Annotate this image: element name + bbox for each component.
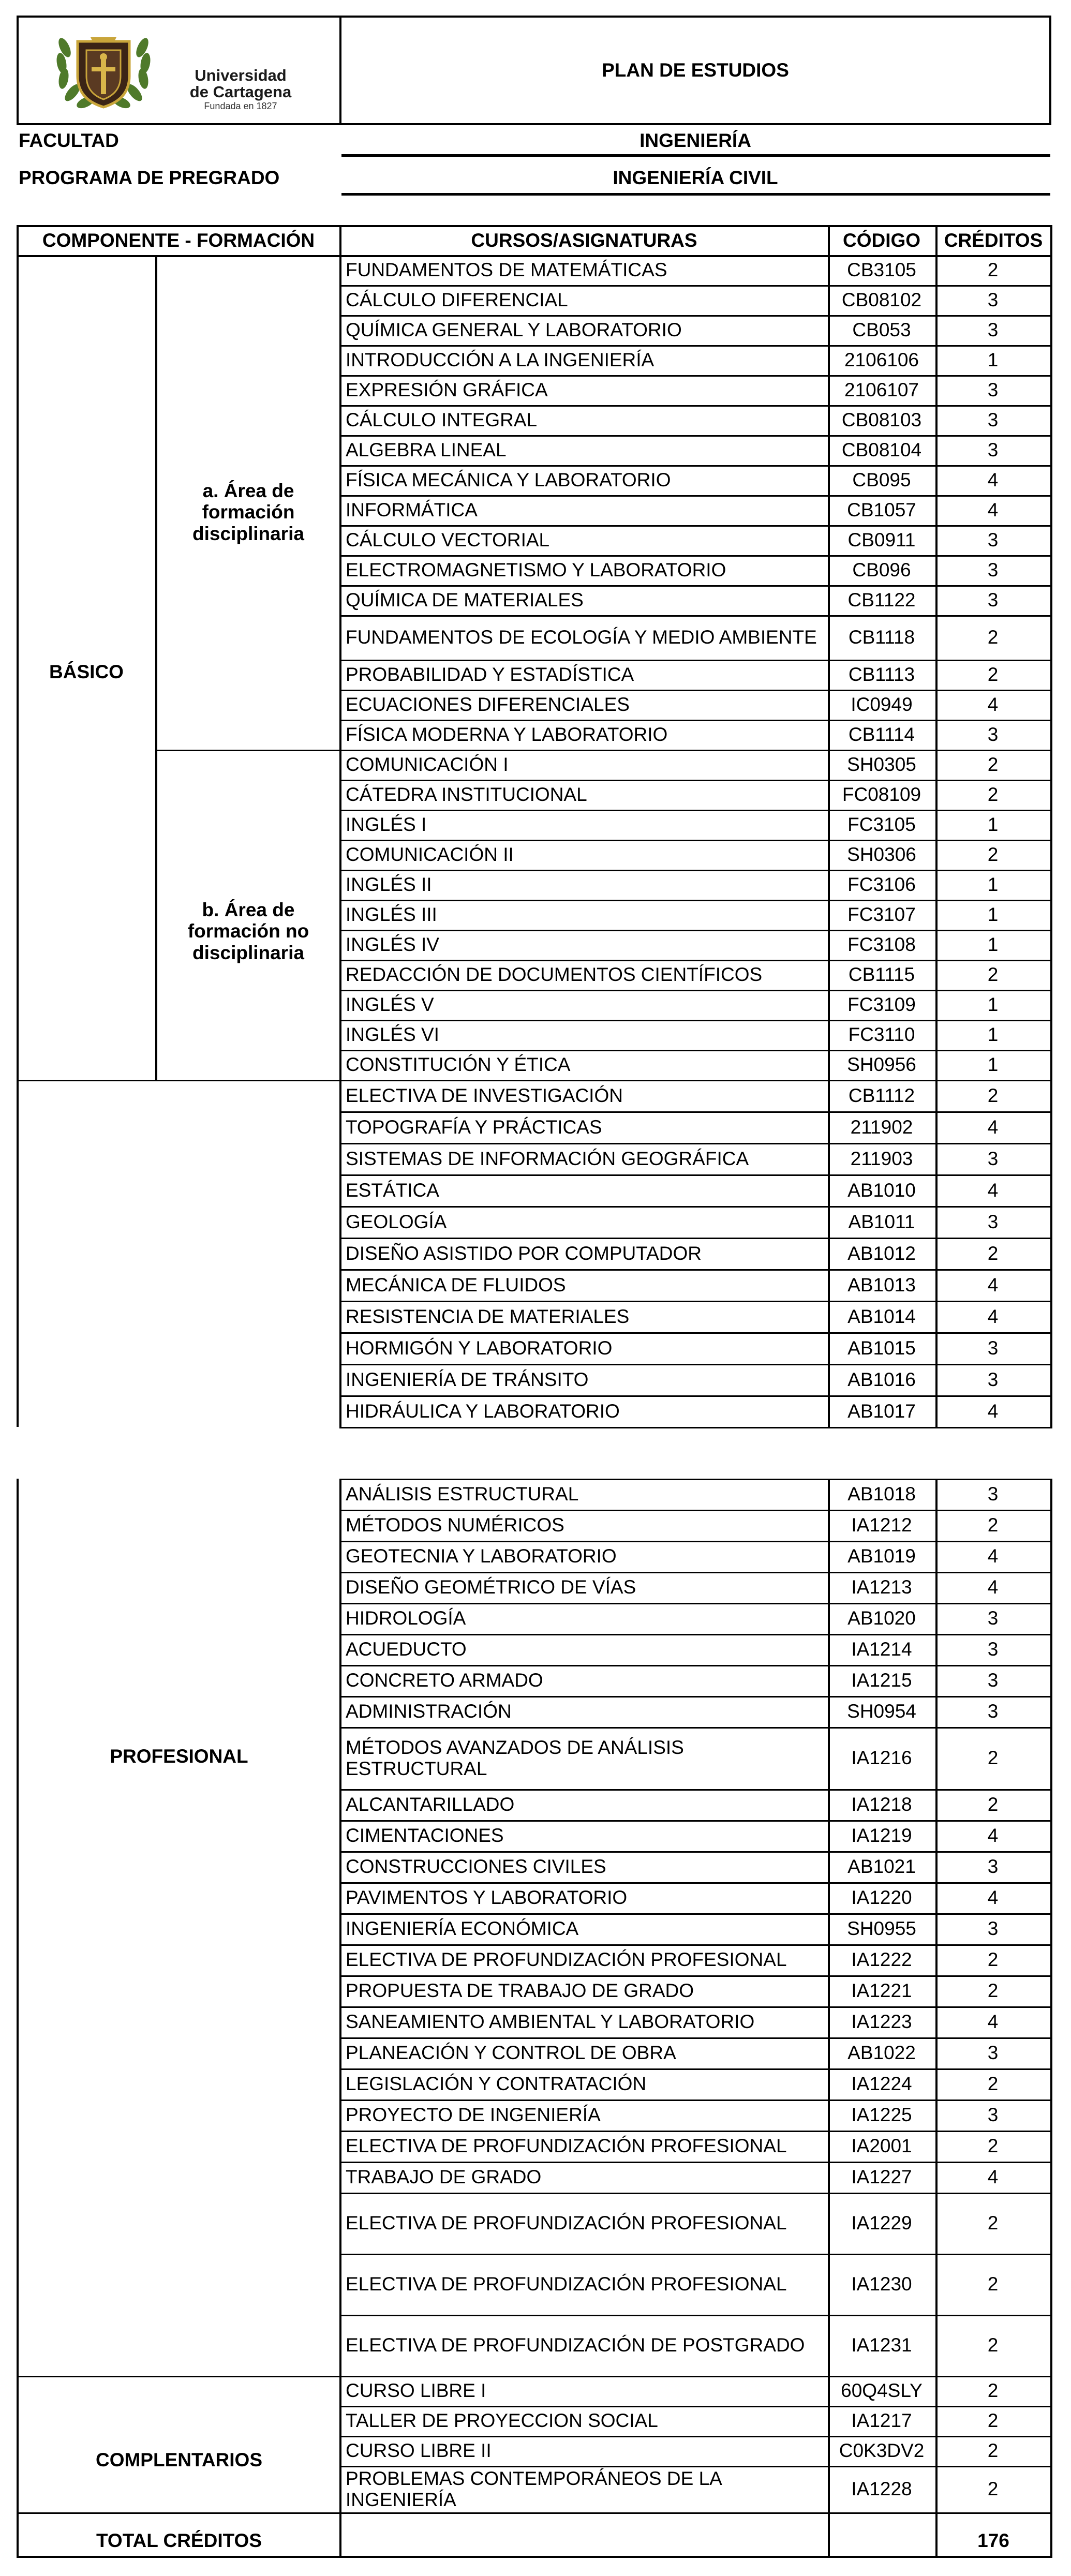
program-label: PROGRAMA DE PREGRADO [19, 167, 280, 189]
course-name: PLANEACIÓN Y CONTROL DE OBRA [346, 2042, 676, 2064]
course-name: EXPRESIÓN GRÁFICA [346, 379, 548, 401]
course-code: C0K3DV2 [839, 2440, 925, 2462]
course-name: COMUNICACIÓN II [346, 844, 514, 866]
course-name: ELECTROMAGNETISMO Y LABORATORIO [346, 559, 726, 581]
university-name-line1: Universidad [195, 66, 287, 84]
course-credits: 2 [987, 2135, 999, 2157]
course-credits: 3 [987, 1856, 999, 1878]
course-credits: 3 [987, 529, 999, 551]
course-credits: 4 [987, 2011, 999, 2033]
course-name: TRABAJO DE GRADO [346, 2166, 542, 2188]
course-code: CB1112 [848, 1084, 915, 1106]
course-credits: 2 [987, 1794, 999, 1815]
course-credits: 3 [987, 1670, 999, 1691]
course-name: INGLÉS III [346, 904, 437, 926]
course-credits: 4 [987, 1887, 999, 1909]
course-credits: 3 [987, 559, 999, 581]
course-credits: 1 [987, 874, 999, 896]
course-name: CIMENTACIONES [346, 1825, 504, 1847]
course-name: INGLÉS IV [346, 934, 439, 956]
course-code: FC3108 [847, 934, 916, 956]
course-credits: 3 [987, 1918, 999, 1940]
course-code: FC3106 [847, 874, 916, 896]
course-name: SANEAMIENTO AMBIENTAL Y LABORATORIO [346, 2011, 755, 2033]
course-credits: 1 [987, 814, 999, 836]
course-name: INGLÉS VI [346, 1024, 439, 1046]
course-credits: 2 [987, 1980, 999, 2002]
course-name: MÉTODOS NUMÉRICOS [346, 1514, 564, 1536]
course-credits: 4 [987, 1825, 999, 1847]
course-code: AB1020 [847, 1607, 916, 1629]
course-code: FC08109 [842, 784, 921, 806]
course-code: IA1215 [851, 1670, 912, 1691]
course-code: IA2001 [851, 2135, 912, 2157]
course-code: IA1229 [851, 2212, 912, 2234]
course-code: AB1013 [847, 1274, 916, 1296]
course-name: INGLÉS I [346, 814, 427, 836]
course-credits: 3 [987, 409, 999, 431]
course-credits: 4 [987, 1116, 999, 1138]
group-complementarios: COMPLENTARIOS [95, 2449, 263, 2471]
course-credits: 3 [987, 289, 999, 311]
course-name: FÍSICA MECÁNICA Y LABORATORIO [346, 469, 671, 491]
course-code: AB1016 [847, 1368, 916, 1390]
course-credits: 3 [987, 1639, 999, 1660]
course-name: ANÁLISIS ESTRUCTURAL [346, 1483, 579, 1505]
course-credits: 2 [987, 2440, 999, 2462]
course-code: CB1118 [848, 627, 915, 648]
course-name: CONSTITUCIÓN Y ÉTICA [346, 1054, 571, 1076]
group-basico: BÁSICO [49, 661, 124, 683]
course-credits: 2 [987, 1242, 999, 1264]
course-name: CÁLCULO VECTORIAL [346, 529, 550, 551]
course-credits: 4 [987, 1305, 999, 1327]
course-credits: 2 [987, 2478, 999, 2500]
course-code: CB1113 [848, 664, 915, 686]
course-credits: 3 [987, 2042, 999, 2064]
course-name: ALCANTARILLADO [346, 1794, 515, 1815]
course-credits: 2 [987, 2273, 999, 2295]
course-name: CONSTRUCCIONES CIVILES [346, 1856, 606, 1878]
course-name: INGENIERÍA ECONÓMICA [346, 1918, 579, 1940]
course-code: CB3105 [847, 259, 916, 281]
total-value: 176 [977, 2530, 1009, 2552]
course-credits: 4 [987, 694, 999, 716]
course-name: FUNDAMENTOS DE ECOLOGÍA Y MEDIO AMBIENTE [346, 627, 817, 648]
course-name: DISEÑO GEOMÉTRICO DE VÍAS [346, 1576, 636, 1598]
course-code: 2106106 [844, 349, 919, 371]
course-name: PROYECTO DE INGENIERÍA [346, 2104, 601, 2126]
course-code: AB1014 [847, 1305, 916, 1327]
group-profesional: PROFESIONAL [110, 1746, 248, 1767]
course-name: SISTEMAS DE INFORMACIÓN GEOGRÁFICA [346, 1148, 749, 1169]
course-credits: 3 [987, 439, 999, 461]
course-name: HORMIGÓN Y LABORATORIO [346, 1337, 613, 1359]
course-credits: 4 [987, 499, 999, 521]
course-credits: 2 [987, 1514, 999, 1536]
course-credits: 3 [987, 1337, 999, 1359]
course-credits: 3 [987, 379, 999, 401]
course-code: 211902 [850, 1116, 913, 1138]
course-credits: 2 [987, 2334, 999, 2356]
course-credits: 4 [987, 1400, 999, 1422]
course-name: ALGEBRA LINEAL [346, 439, 507, 461]
course-code: CB0911 [847, 529, 916, 551]
course-credits: 1 [987, 904, 999, 926]
course-code: IA1219 [851, 1825, 912, 1847]
course-name: ELECTIVA DE PROFUNDIZACIÓN DE POSTGRADO [346, 2334, 805, 2356]
faculty-value: INGENIERÍA [639, 130, 751, 152]
university-founded: Fundada en 1827 [204, 101, 277, 111]
course-name: ELECTIVA DE PROFUNDIZACIÓN PROFESIONAL [346, 1949, 787, 1971]
course-code: IA1222 [851, 1949, 912, 1971]
course-code: IA1230 [851, 2273, 912, 2295]
course-name: ACUEDUCTO [346, 1639, 467, 1660]
course-code: AB1022 [847, 2042, 916, 2064]
course-code: CB08103 [841, 409, 922, 431]
course-credits: 1 [987, 349, 999, 371]
course-code: 211903 [850, 1148, 913, 1169]
course-name: MÉTODOS AVANZADOS DE ANÁLISIS ESTRUCTURAL [346, 1736, 684, 1779]
course-name: ECUACIONES DIFERENCIALES [346, 694, 630, 716]
course-code: FC3110 [848, 1024, 915, 1046]
course-code: CB1114 [848, 724, 915, 746]
course-credits: 3 [987, 1211, 999, 1232]
course-name: CÁTEDRA INSTITUCIONAL [346, 784, 587, 806]
course-credits: 1 [987, 1054, 999, 1076]
course-code: AB1019 [847, 1545, 916, 1567]
course-credits: 3 [987, 1607, 999, 1629]
course-name: INTRODUCCIÓN A LA INGENIERÍA [346, 349, 654, 371]
course-name: CURSO LIBRE I [346, 2380, 486, 2402]
course-name: FÍSICA MODERNA Y LABORATORIO [346, 724, 668, 746]
course-name: QUÍMICA DE MATERIALES [346, 589, 584, 611]
course-credits: 3 [987, 2104, 999, 2126]
faculty-label: FACULTAD [19, 130, 119, 152]
course-code: FC3109 [847, 994, 916, 1016]
course-credits: 2 [987, 844, 999, 866]
document-title: PLAN DE ESTUDIOS [602, 59, 789, 81]
course-credits: 2 [987, 784, 999, 806]
course-credits: 2 [987, 259, 999, 281]
course-credits: 4 [987, 1179, 999, 1201]
course-code: SH0954 [847, 1701, 916, 1722]
course-code: 2106107 [844, 379, 919, 401]
course-code: AB1018 [847, 1483, 916, 1505]
header-component: COMPONENTE - FORMACIÓN [42, 230, 315, 251]
course-code: SH0955 [847, 1918, 916, 1940]
course-name: QUÍMICA GENERAL Y LABORATORIO [346, 319, 682, 341]
course-credits: 2 [987, 664, 999, 686]
course-name: GEOTECNIA Y LABORATORIO [346, 1545, 617, 1567]
header-credits: CRÉDITOS [944, 230, 1043, 251]
course-name: RESISTENCIA DE MATERIALES [346, 1305, 630, 1327]
course-credits: 2 [987, 964, 999, 986]
course-code: AB1012 [847, 1242, 916, 1264]
course-name: TOPOGRAFÍA Y PRÁCTICAS [346, 1116, 602, 1138]
course-code: 60Q4SLY [841, 2380, 923, 2402]
group-area-a: a. Área de formación disciplinaria [192, 480, 304, 544]
course-code: AB1010 [847, 1179, 916, 1201]
course-code: CB096 [852, 559, 911, 581]
course-name: CONCRETO ARMADO [346, 1670, 543, 1691]
course-code: CB053 [852, 319, 911, 341]
course-code: IA1213 [851, 1576, 912, 1598]
course-name: TALLER DE PROYECCION SOCIAL [346, 2410, 658, 2432]
course-name: HIDRÁULICA Y LABORATORIO [346, 1400, 620, 1422]
course-credits: 1 [987, 994, 999, 1016]
course-credits: 2 [987, 627, 999, 648]
course-credits: 3 [987, 589, 999, 611]
course-credits: 3 [987, 1701, 999, 1722]
course-code: CB1057 [847, 499, 916, 521]
course-name: PAVIMENTOS Y LABORATORIO [346, 1887, 628, 1909]
course-credits: 1 [987, 934, 999, 956]
header-code: CÓDIGO [842, 230, 921, 251]
course-credits: 3 [987, 319, 999, 341]
course-code: AB1017 [847, 1400, 916, 1422]
course-credits: 2 [987, 754, 999, 776]
course-name: PROBABILIDAD Y ESTADÍSTICA [346, 664, 634, 686]
course-code: IA1212 [851, 1514, 912, 1536]
course-code: IA1225 [851, 2104, 912, 2126]
course-name: CÁLCULO INTEGRAL [346, 409, 538, 431]
course-code: IA1231 [851, 2334, 912, 2356]
course-code: CB1122 [847, 589, 916, 611]
course-credits: 3 [987, 1368, 999, 1390]
course-code: IA1220 [851, 1887, 912, 1909]
course-credits: 2 [987, 1084, 999, 1106]
course-code: IA1227 [851, 2166, 912, 2188]
course-code: CB1115 [848, 964, 915, 986]
course-credits: 4 [987, 469, 999, 491]
course-credits: 2 [987, 2410, 999, 2432]
course-code: AB1021 [847, 1856, 916, 1878]
course-name: ELECTIVA DE PROFUNDIZACIÓN PROFESIONAL [346, 2212, 787, 2234]
course-code: CB08104 [841, 439, 922, 461]
course-name: MECÁNICA DE FLUIDOS [346, 1274, 566, 1296]
header-courses: CURSOS/ASIGNATURAS [471, 230, 697, 251]
course-credits: 2 [987, 2073, 999, 2095]
course-code: IA1217 [851, 2410, 912, 2432]
course-credits: 4 [987, 1576, 999, 1598]
course-name: PROPUESTA DE TRABAJO DE GRADO [346, 1980, 694, 2002]
course-code: AB1011 [848, 1211, 915, 1232]
course-credits: 2 [987, 2212, 999, 2234]
course-credits: 1 [987, 1024, 999, 1046]
course-name: LEGISLACIÓN Y CONTRATACIÓN [346, 2073, 647, 2095]
course-code: IA1214 [851, 1639, 912, 1660]
course-code: IA1216 [851, 1747, 912, 1769]
course-code: SH0305 [847, 754, 916, 776]
university-name-line2: de Cartagena [189, 83, 292, 101]
course-name: ESTÁTICA [346, 1179, 439, 1201]
course-code: IA1221 [851, 1980, 912, 2002]
course-name: CÁLCULO DIFERENCIAL [346, 289, 568, 311]
course-code: CB08102 [841, 289, 922, 311]
course-credits: 3 [987, 1483, 999, 1505]
course-name: ELECTIVA DE INVESTIGACIÓN [346, 1084, 623, 1106]
course-credits: 2 [987, 2380, 999, 2402]
course-code: IC0949 [851, 694, 913, 716]
course-name: ELECTIVA DE PROFUNDIZACIÓN PROFESIONAL [346, 2135, 787, 2157]
course-credits: 4 [987, 2166, 999, 2188]
course-credits: 3 [987, 724, 999, 746]
course-name: COMUNICACIÓN I [346, 754, 509, 776]
course-code: SH0956 [847, 1054, 916, 1076]
course-code: FC3107 [847, 904, 916, 926]
course-code: IA1223 [851, 2011, 912, 2033]
course-name: GEOLOGÍA [346, 1211, 447, 1232]
course-name: INGLÉS II [346, 874, 432, 896]
course-code: AB1015 [847, 1337, 916, 1359]
course-name: ELECTIVA DE PROFUNDIZACIÓN PROFESIONAL [346, 2273, 787, 2295]
course-name: DISEÑO ASISTIDO POR COMPUTADOR [346, 1242, 702, 1264]
course-code: SH0306 [847, 844, 916, 866]
program-value: INGENIERÍA CIVIL [613, 167, 778, 189]
course-code: IA1218 [851, 1794, 912, 1815]
course-credits: 2 [987, 1747, 999, 1769]
course-name: INGENIERÍA DE TRÁNSITO [346, 1368, 589, 1390]
course-code: IA1224 [851, 2073, 912, 2095]
course-credits: 4 [987, 1274, 999, 1296]
course-name: INFORMÁTICA [346, 499, 478, 521]
course-name: HIDROLOGÍA [346, 1607, 466, 1629]
course-name: PROBLEMAS CONTEMPORÁNEOS DE LA INGENIERÍA [346, 2467, 721, 2510]
course-code: FC3105 [847, 814, 916, 836]
course-credits: 4 [987, 1545, 999, 1567]
course-code: CB095 [852, 469, 911, 491]
course-name: ADMINISTRACIÓN [346, 1701, 512, 1722]
course-name: FUNDAMENTOS DE MATEMÁTICAS [346, 259, 667, 281]
course-name: REDACCIÓN DE DOCUMENTOS CIENTÍFICOS [346, 964, 763, 986]
total-label: TOTAL CRÉDITOS [96, 2530, 262, 2552]
course-name: INGLÉS V [346, 994, 434, 1016]
course-credits: 3 [987, 1148, 999, 1169]
group-area-b: b. Área de formación no disciplinaria [187, 899, 309, 963]
course-name: CURSO LIBRE II [346, 2440, 492, 2462]
course-code: IA1228 [851, 2478, 912, 2500]
course-credits: 2 [987, 1949, 999, 1971]
